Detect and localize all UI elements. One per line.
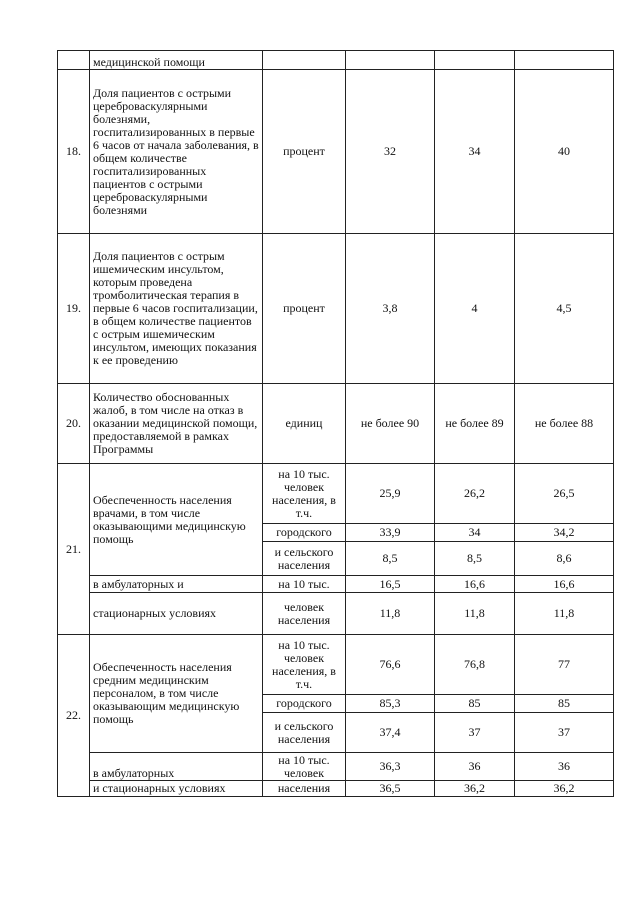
- value-cell: 11,8: [346, 593, 435, 635]
- unit-line: человек: [283, 765, 325, 780]
- value-cell: 37,4: [346, 713, 435, 753]
- table-row: [58, 234, 614, 384]
- unit-cell: и сельского населения: [263, 713, 346, 753]
- value-cell: 11,8: [515, 593, 614, 635]
- unit-cell: единиц: [263, 384, 346, 464]
- value-cell: [435, 51, 515, 70]
- unit-cell: на 10 тыс. человек населения, в т.ч.: [263, 464, 346, 524]
- unit-cell: на 10 тыс.: [263, 576, 346, 593]
- value-cell: 36,3: [346, 753, 435, 781]
- value-cell: 85: [515, 695, 614, 713]
- value-cell: 37: [435, 713, 515, 753]
- row-number: 20.: [58, 384, 90, 464]
- value-cell: 33,9: [346, 524, 435, 542]
- value-cell: [346, 51, 435, 70]
- table-row: [58, 753, 614, 781]
- value-cell: 34: [435, 70, 515, 234]
- unit-cell: городского: [263, 695, 346, 713]
- unit-cell: населения: [263, 781, 346, 797]
- row-number: [58, 51, 90, 70]
- unit-cell: городского: [263, 524, 346, 542]
- value-cell: не более 89: [435, 384, 515, 464]
- indicator-text: Обеспеченность населения врачами, в том числе оказывающими медицинскую помощь: [90, 464, 263, 576]
- indicator-text: Доля пациентов с острыми цереброваскулярными болезнями, госпитализированных в первые 6 часов от начала заболевания, в общем количестве госпитализированных пациентов с острыми цереброваскулярными болезнями: [90, 70, 263, 234]
- indicators-table: [57, 50, 614, 797]
- unit-cell: человек населения: [263, 593, 346, 635]
- value-cell: 3,8: [346, 234, 435, 384]
- value-cell: 8,5: [435, 542, 515, 576]
- table-row: [58, 593, 614, 635]
- indicator-text: Количество обоснованных жалоб, в том числе на отказ в оказании медицинской помощи, предоставляемой в рамках Программы: [90, 384, 263, 464]
- value-cell: 11,8: [435, 593, 515, 635]
- unit-cell: [263, 753, 346, 781]
- value-cell: [515, 51, 614, 70]
- value-cell: 37: [515, 713, 614, 753]
- value-cell: 76,8: [435, 635, 515, 695]
- value-cell: 36,5: [346, 781, 435, 797]
- value-cell: 16,6: [435, 576, 515, 593]
- value-cell: 40: [515, 70, 614, 234]
- value-cell: 4: [435, 234, 515, 384]
- indicator-subtext: стационарных условиях: [90, 593, 263, 635]
- unit-cell: процент: [263, 70, 346, 234]
- value-cell: 36: [435, 753, 515, 781]
- value-cell: 85,3: [346, 695, 435, 713]
- value-cell: 8,5: [346, 542, 435, 576]
- value-cell: 36,2: [435, 781, 515, 797]
- value-cell: 32: [346, 70, 435, 234]
- table-row: [58, 51, 614, 70]
- row-number: 19.: [58, 234, 90, 384]
- value-cell: 4,5: [515, 234, 614, 384]
- table-row: [58, 635, 614, 695]
- value-cell: 34: [435, 524, 515, 542]
- row-number: 21.: [58, 464, 90, 635]
- row-number: 22.: [58, 635, 90, 797]
- indicator-subtext: в амбулаторных: [90, 753, 263, 781]
- value-cell: 36: [515, 753, 614, 781]
- unit-cell: на 10 тыс. человек населения, в т.ч.: [263, 635, 346, 695]
- table-row: [58, 464, 614, 524]
- indicator-text: Доля пациентов с острым ишемическим инсультом, которым проведена тромболитическая терапия в первые 6 часов госпитализации, в общем количестве пациентов с острым ишемическим инсультом, имеющих показания к ее проведению: [90, 234, 263, 384]
- value-cell: 34,2: [515, 524, 614, 542]
- value-cell: 26,2: [435, 464, 515, 524]
- value-cell: 26,5: [515, 464, 614, 524]
- value-cell: не более 90: [346, 384, 435, 464]
- value-cell: 77: [515, 635, 614, 695]
- value-cell: 36,2: [515, 781, 614, 797]
- unit-cell: процент: [263, 234, 346, 384]
- table-row: [58, 70, 614, 234]
- unit-line: на 10 тыс.: [278, 752, 330, 767]
- row-number: 18.: [58, 70, 90, 234]
- indicator-subtext: в амбулаторных и: [90, 576, 263, 593]
- table-row: [58, 384, 614, 464]
- table-row: [58, 576, 614, 593]
- indicator-subtext: и стационарных условиях: [90, 781, 263, 797]
- indicator-text: медицинской помощи: [90, 51, 263, 70]
- value-cell: 16,5: [346, 576, 435, 593]
- unit-cell: и сельского населения: [263, 542, 346, 576]
- value-cell: 85: [435, 695, 515, 713]
- value-cell: не более 88: [515, 384, 614, 464]
- value-cell: 8,6: [515, 542, 614, 576]
- unit-cell: [263, 51, 346, 70]
- table-row: [58, 781, 614, 797]
- indicator-text: Обеспеченность населения средним медицинским персоналом, в том числе оказывающим медицинскую помощь: [90, 635, 263, 753]
- value-cell: 16,6: [515, 576, 614, 593]
- value-cell: 25,9: [346, 464, 435, 524]
- value-cell: 76,6: [346, 635, 435, 695]
